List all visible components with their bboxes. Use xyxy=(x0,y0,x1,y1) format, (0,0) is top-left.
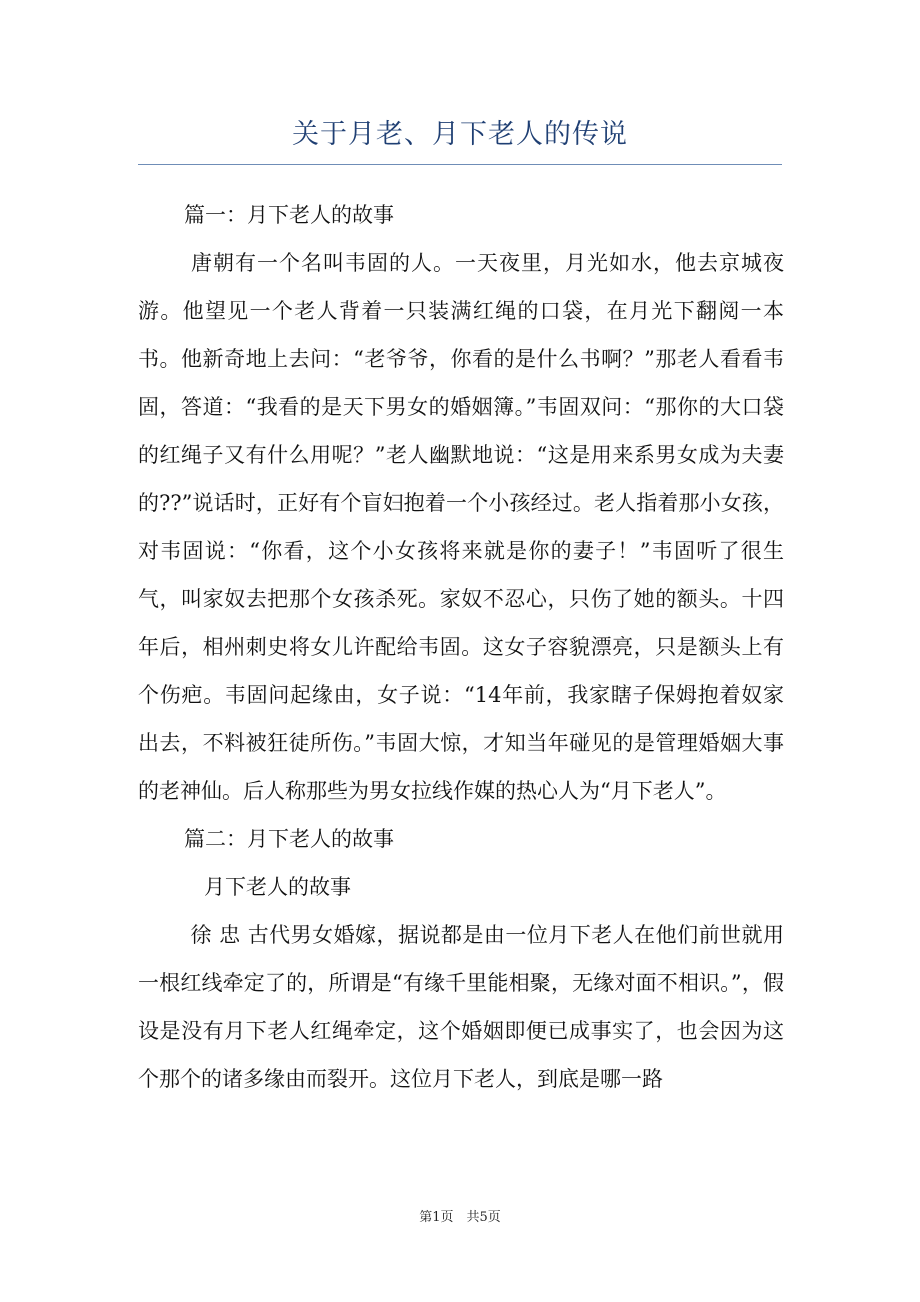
page-title: 关于月老、月下老人的传说 xyxy=(292,119,628,150)
section1-paragraph-text: 唐朝有一个名叫韦固的人。一天夜里，月光如水，他去京城夜游。他望见一个老人背着一只装满红绳的口袋，在月光下翻阅一本书。他新奇地上去问：“老爷爷，你看的是什么书啊？”那老人看看韦固，答道：“我看的是天下男女的婚姻簿。”韦固双问：“那你的大口袋的红绳子又有什么用呢？”老人幽默地说：“这是用来系男女成为夫妻的??”说话时，正好有个盲妇抱着一个小孩经过。老人指着那小女孩，对韦固说：“你看，这个小女孩将来就是你的妻子！”韦固听了很生气，叫家奴去把那个女孩杀死。家奴不忍心，只伤了她的额头。十四年后，相州刺史将女儿许配给韦固。这女子容貌漂亮，只是额头上有个伤疤。韦固问起缘由，女子说：“14年前，我家瞎子保姆抱着奴家出去，不料被狂徒所伤。”韦固大惊，才知当年碰见的是管理婚姻大事的老神仙。后人称那些为男女拉线作媒的热心人为“月下老人”。 xyxy=(138,251,784,803)
section1-paragraph xyxy=(138,239,784,815)
section2-heading: 篇二：月下老人的故事 xyxy=(184,827,394,851)
section1-heading: 篇一：月下老人的故事 xyxy=(184,203,394,227)
section2-paragraph-text: 徐 忠 古代男女婚嫁，据说都是由一位月下老人在他们前世就用一根红线牵定了的，所谓是“有缘千里能相聚，无缘对面不相识。”，假设是没有月下老人红绳牵定，这个婚姻即便已成事实了，也会因为这个那个的诸多缘由而裂开。这位月下老人，到底是哪一路 xyxy=(138,923,784,1091)
title-divider xyxy=(138,164,782,165)
section2-paragraph xyxy=(138,911,784,1103)
page-footer: 第1页 共5页 xyxy=(419,1210,501,1225)
document-body xyxy=(138,191,784,1103)
section2-subheading: 月下老人的故事 xyxy=(204,875,351,899)
